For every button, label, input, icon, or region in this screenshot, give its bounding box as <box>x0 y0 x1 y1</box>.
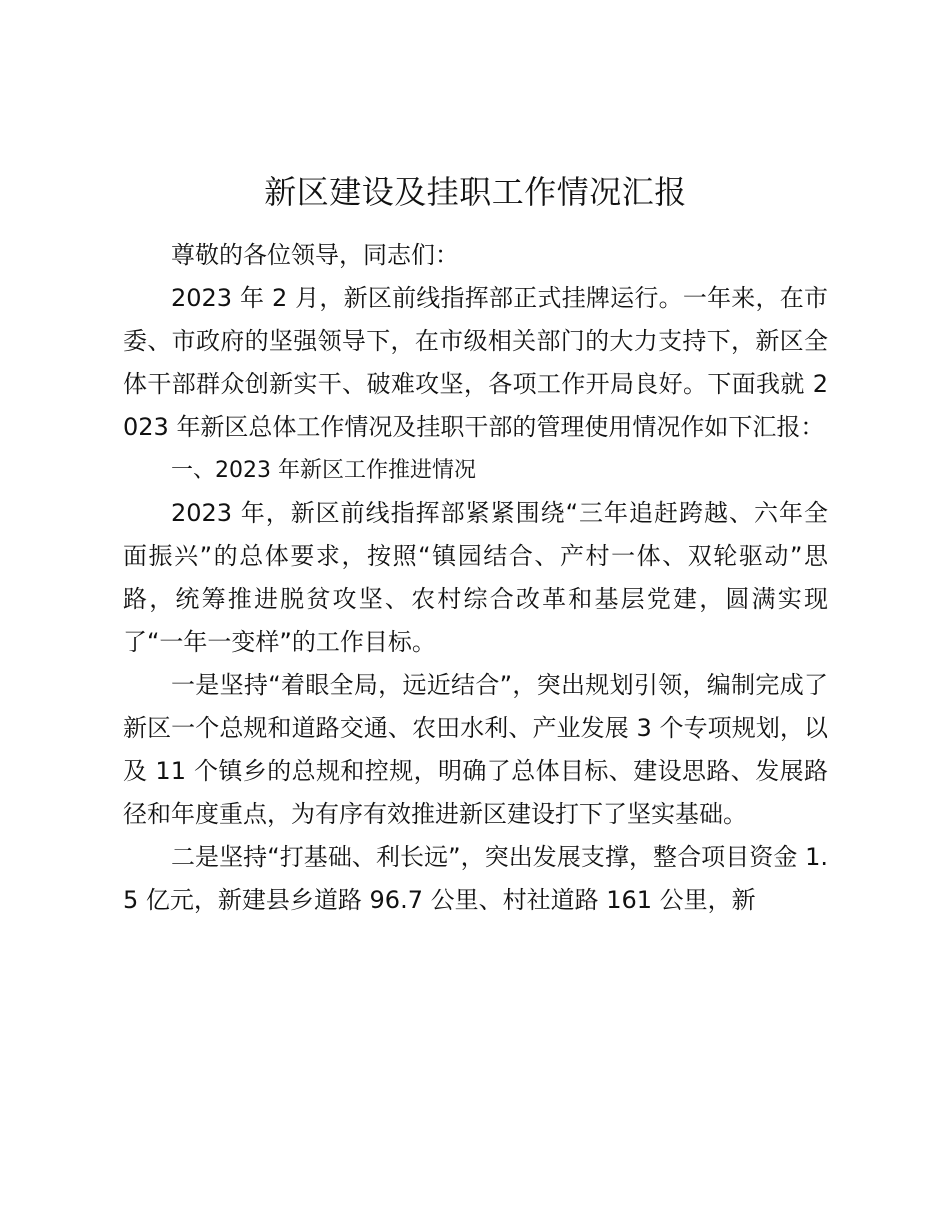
point-one-paragraph: 一是坚持“着眼全局，远近结合”，突出规划引领，编制完成了新区一个总规和道路交通、农田水利、产业发展 3 个专项规划，以及 11 个镇乡的总规和控规，明确了总体目标、建设思路、发展路径和年度重点，为有序有效推进新区建设打下了坚实基础。 <box>123 671 828 828</box>
overview-paragraph: 2023 年，新区前线指挥部紧紧围绕“三年追赶跨越、六年全面振兴”的总体要求，按照“镇园结合、产村一体、双轮驱动”思路，统筹推进脱贫攻坚、农村综合改革和基层党建，圆满实现了“一年一变样”的工作目标。 <box>123 499 828 656</box>
point-two-paragraph: 二是坚持“打基础、利长远”，突出发展支撑，整合项目资金 1.5 亿元，新建县乡道路 96.7 公里、村社道路 161 公里，新 <box>123 843 828 914</box>
document-title: 新区建设及挂职工作情况汇报 <box>264 173 687 211</box>
salutation: 尊敬的各位领导，同志们： <box>171 241 459 269</box>
intro-paragraph: 2023 年 2 月，新区前线指挥部正式挂牌运行。一年来，在市委、市政府的坚强领导下，在市级相关部门的大力支持下，新区全体干部群众创新实干、破难攻坚，各项工作开局良好。下面我就 2023 年新区总体工作情况及挂职干部的管理使用情况作如下汇报： <box>123 284 828 441</box>
document-body <box>123 168 828 922</box>
section-heading: 一、2023 年新区工作推进情况 <box>171 458 476 483</box>
